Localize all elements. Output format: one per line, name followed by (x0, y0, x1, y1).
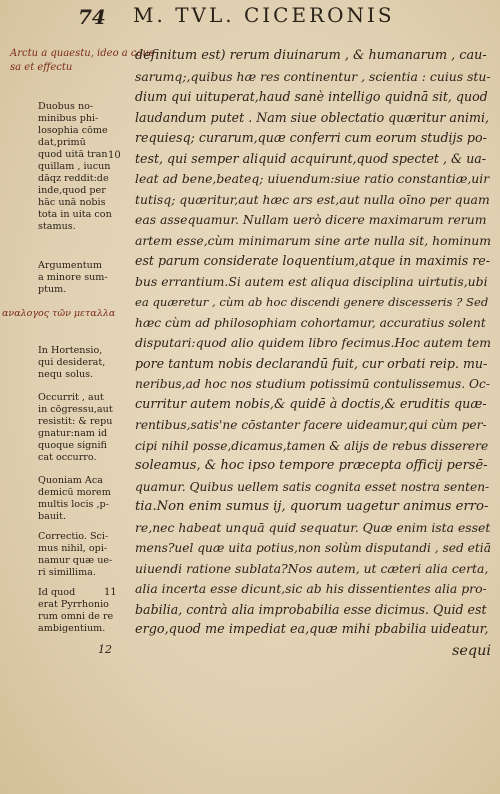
margin-note: erat Pyrrhonio (38, 599, 109, 610)
margin-note: ambigentium. (38, 623, 106, 634)
text-line: uiuendi ratione sublata?Nos autem, ut cæteri alia certa, (135, 560, 489, 576)
margin-note: Id quod (38, 587, 76, 598)
text-line: artem esse,cùm minimarum sine arte nulla sit, hominum (135, 232, 491, 248)
margin-note: inde,quod per (38, 185, 106, 196)
margin-note: ri simillima. (38, 567, 96, 578)
text-line: disputari:quod alio quidem libro fecimus.Hoc autem tem (135, 335, 491, 350)
text-line: alia incerta esse dicunt,sic ab his dissentientes alia pro- (135, 581, 487, 596)
text-line: pore tantum nobis declarandū fuit, cur orbati reip. mu- (135, 355, 488, 371)
text-line: leat ad bene,beateq; uiuendum:siue ratio constantiæ,uir (135, 171, 490, 186)
margin-note: hāc unā nobis (38, 197, 106, 208)
margin-note: mus nihil, opi- (38, 543, 108, 554)
handwritten-note: Arctu a quaestu, ideo a caus (10, 48, 155, 59)
margin-note: cat occurro. (38, 452, 97, 463)
margin-note: nequ solus. (38, 369, 94, 380)
margin-note: tota in uita con (38, 209, 112, 220)
margin-note: Argumentum (38, 260, 102, 271)
text-line: neribus,ad hoc nos studium potissimū contulissemus. Oc- (135, 377, 490, 391)
text-line: ea quæretur , cùm ab hoc discendi genere discesseris ? Sed (135, 295, 489, 309)
text-line: requiesq; curarum,quæ conferri cum eorum studijs po- (135, 130, 487, 145)
text-line: tutisq; quæritur,aut hæc ars est,aut nulla oīno per quam (135, 191, 490, 207)
text-line: eas assequamur. Nullam uerò dicere maximarum rerum (135, 212, 487, 227)
text-line: soleamus, & hoc ipso tempore præcepta officij persē- (135, 458, 488, 473)
text-line: curritur autem nobis,& quidē à doctis,& eruditis quæ- (135, 396, 487, 412)
margin-note: gnatur:nam id (38, 428, 108, 439)
margin-note: namur quæ ue- (38, 555, 113, 566)
text-line: sarumq;,quibus hæ res continentur , scientia : cuius stu- (135, 68, 491, 84)
margin-note: dat,primū (38, 137, 86, 148)
margin-note: Duobus no- (38, 101, 94, 112)
margin-note: losophia cōme (38, 125, 108, 136)
margin-note: a minore sum- (38, 272, 108, 283)
margin-note: quoque signifi (38, 440, 107, 451)
section-number: 10 (108, 150, 121, 161)
text-line: hæc cùm ad philosophiam cohortamur, accuratius solent (135, 315, 486, 330)
margin-note: multis locis ,p- (38, 499, 109, 510)
margin-note: demicū morem (38, 487, 111, 498)
handwritten-note: αναλογος τῶν μεταλλα (2, 308, 116, 319)
body-text (135, 46, 491, 661)
margin-note: qui desiderat, (38, 357, 106, 368)
text-line: mens?uel quæ uita potius,non solùm disputandi , sed etiā (135, 541, 491, 555)
margin-note: Correctio. Sci- (38, 531, 109, 542)
text-line: dium qui uituperat,haud sanè intelligo quidnā sit, quod (135, 89, 488, 104)
margin-note: In Hortensio, (38, 345, 103, 356)
running-title: M. TVL. CICERONIS (133, 3, 395, 27)
text-line: definitum est) rerum diuinarum , & humanarum , cau- (135, 48, 487, 63)
margin-note: Quoniam Aca (38, 475, 103, 486)
margin-note: stamus. (38, 221, 76, 232)
margin-note: quod uitā tran (38, 149, 108, 160)
page-number: 74 (78, 5, 106, 29)
margin-note: rum omni de re (38, 611, 114, 622)
text-line: test, qui semper aliquid acquirunt,quod spectet , & ua- (135, 150, 487, 166)
margin-notes (0, 0, 155, 794)
margin-note: Occurrit , aut (38, 392, 104, 403)
text-line: babilia, contrà alia improbabilia esse dicimus. Quid est (135, 601, 487, 617)
margin-note: resistit: & repu (38, 416, 113, 427)
text-line: cipi nihil posse,dicamus,tamen & alijs de rebus disserere (135, 438, 489, 453)
text-line: tia.Non enim sumus ij, quorum uagetur animus erro- (135, 499, 489, 514)
handwritten-note: sa et effectu (10, 62, 73, 73)
text-line: est parum considerate loquentium,atque in maximis re- (135, 253, 490, 268)
margin-note: in cōgressu,aut (38, 404, 113, 415)
margin-note: bauit. (38, 511, 67, 522)
margin-note: ptum. (38, 284, 67, 295)
section-number: 12 (98, 643, 112, 656)
text-line: laudandum putet . Nam siue oblectatio quæritur animi, (135, 109, 490, 125)
text-line: rentibus,satis'ne cōstanter facere uideamur,qui cùm per- (135, 418, 487, 432)
catchword: sequi (452, 642, 491, 659)
section-number: 11 (104, 587, 117, 598)
text-line: ergo,quod me impediat ea,quæ mihi pbabilia uideatur, (135, 622, 489, 637)
text-line: quamur. Quibus uellem satis cognita esset nostra senten- (135, 479, 490, 494)
margin-note: dāqz reddit:de (38, 173, 109, 184)
text-line: bus errantium.Si autem est aliqua disciplina uirtutis,ubi (135, 273, 488, 289)
margin-note: quillam , iucun (38, 161, 111, 172)
text-line: re,nec habeat unquā quid sequatur. Quæ enim ista esset (135, 519, 491, 535)
margin-note: minibus phi- (38, 113, 99, 124)
